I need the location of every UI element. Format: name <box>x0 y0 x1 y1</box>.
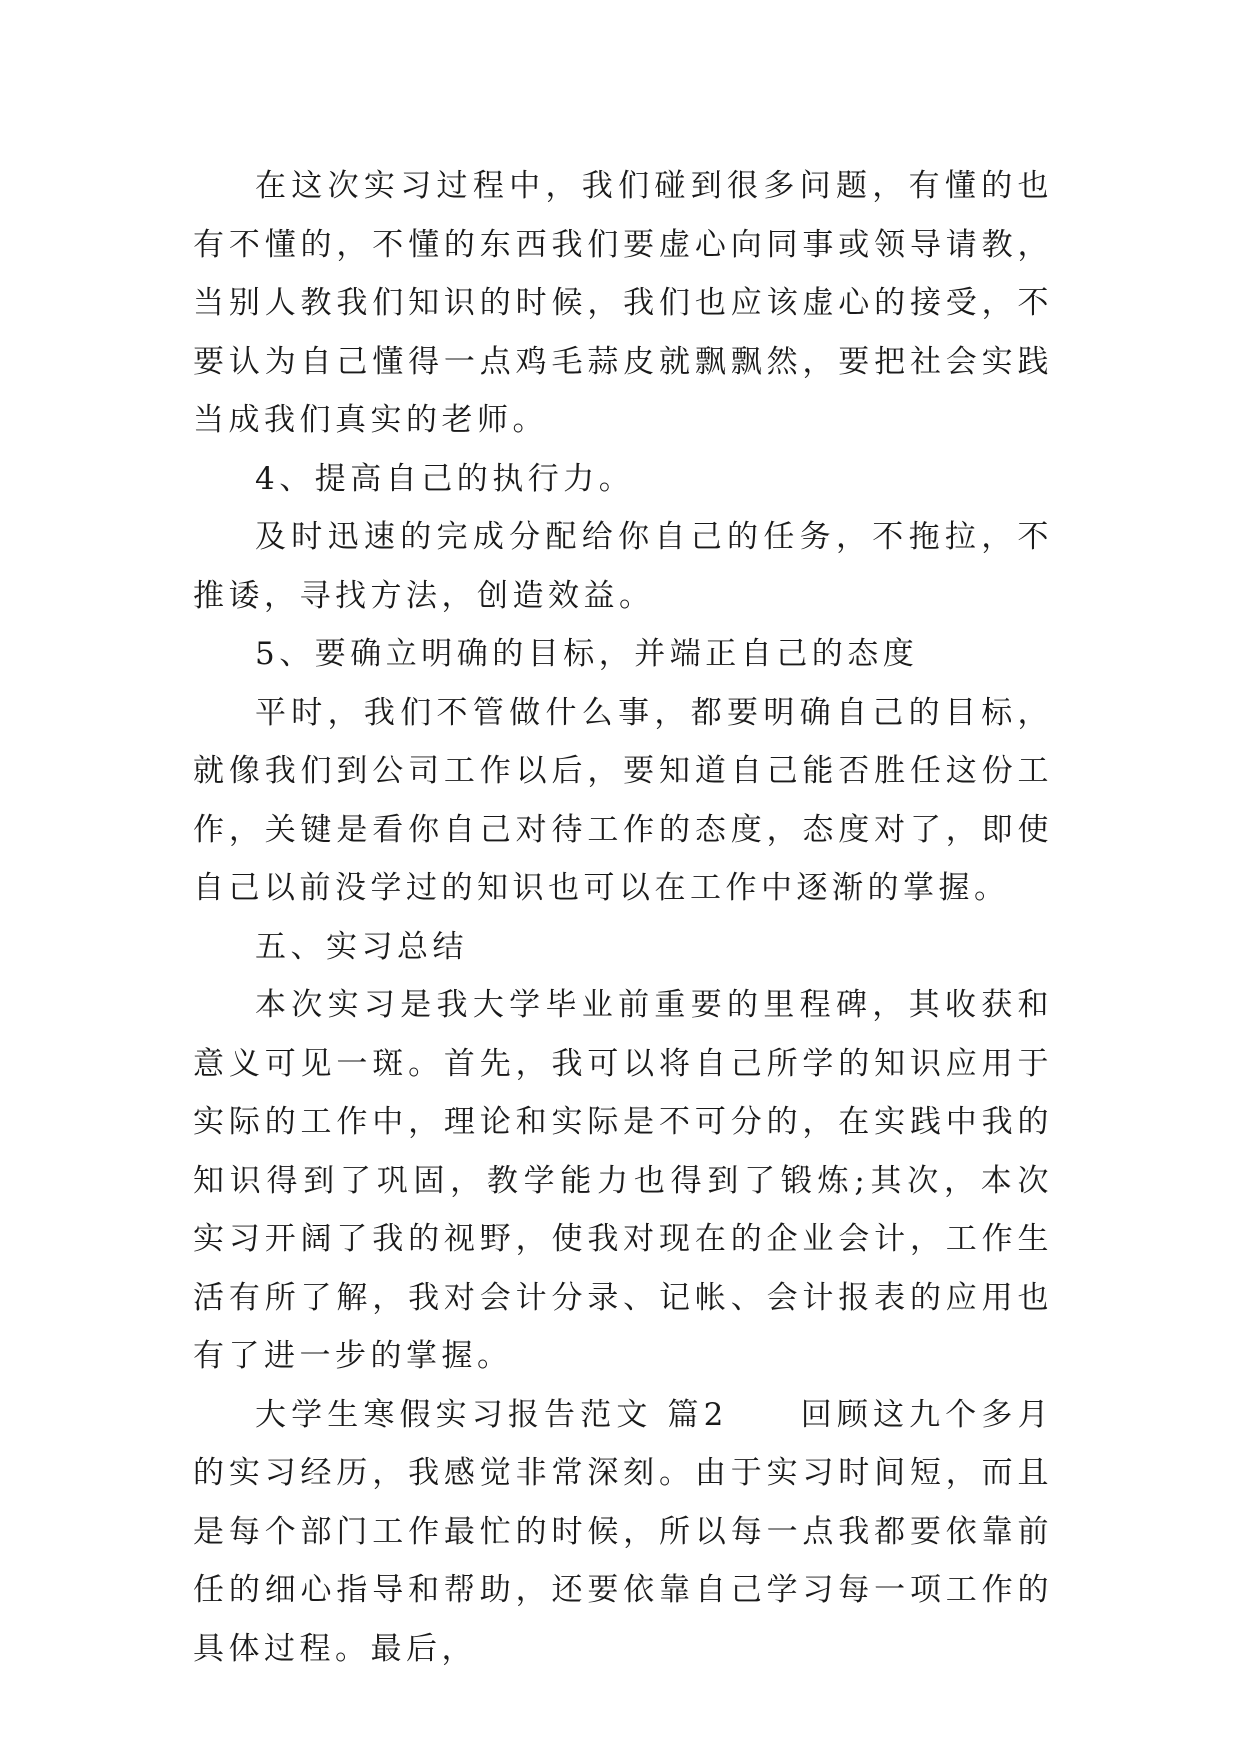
paragraph-8: 大学生寒假实习报告范文 篇2 回顾这九个多月的实习经历，我感觉非常深刻。由于实习时间短，而且是每个部门工作最忙的时候，所以每一点我都要依靠前任的细心指导和帮助，还要依靠自己学习每一项工作的具体过程。最后， <box>193 1396 1053 1667</box>
paragraph-2-heading: 4、提高自己的执行力。 <box>255 460 635 497</box>
paragraph-4-heading: 5、要确立明确的目标，并端正自己的态度 <box>255 636 919 672</box>
paragraph-5: 平时，我们不管做什么事，都要明确自己的目标，就像我们到公司工作以后，要知道自己能否胜任这份工作，关键是看你自己对待工作的态度，态度对了，即使自己以前没学过的知识也可以在工作中逐渐的掌握。 <box>193 694 1053 906</box>
document-body <box>193 157 1053 1678</box>
paragraph-1: 在这次实习过程中，我们碰到很多问题，有懂的也有不懂的，不懂的东西我们要虚心向同事或领导请教，当别人教我们知识的时候，我们也应该虚心的接受，不要认为自己懂得一点鸡毛蒜皮就飘飘然，要把社会实践当成我们真实的老师。 <box>193 168 1053 438</box>
paragraph-3: 及时迅速的完成分配给你自己的任务，不拖拉，不推诿，寻找方法，创造效益。 <box>193 519 1053 614</box>
paragraph-7: 本次实习是我大学毕业前重要的里程碑，其收获和意义可见一斑。首先，我可以将自己所学的知识应用于实际的工作中，理论和实际是不可分的，在实践中我的知识得到了巩固，教学能力也得到了锻炼;其次，本次实习开阔了我的视野，使我对现在的企业会计，工作生活有所了解，我对会计分录、记帐、会计报表的应用也有了进一步的掌握。 <box>193 987 1053 1374</box>
paragraph-6-heading: 五、实习总结 <box>255 928 468 965</box>
